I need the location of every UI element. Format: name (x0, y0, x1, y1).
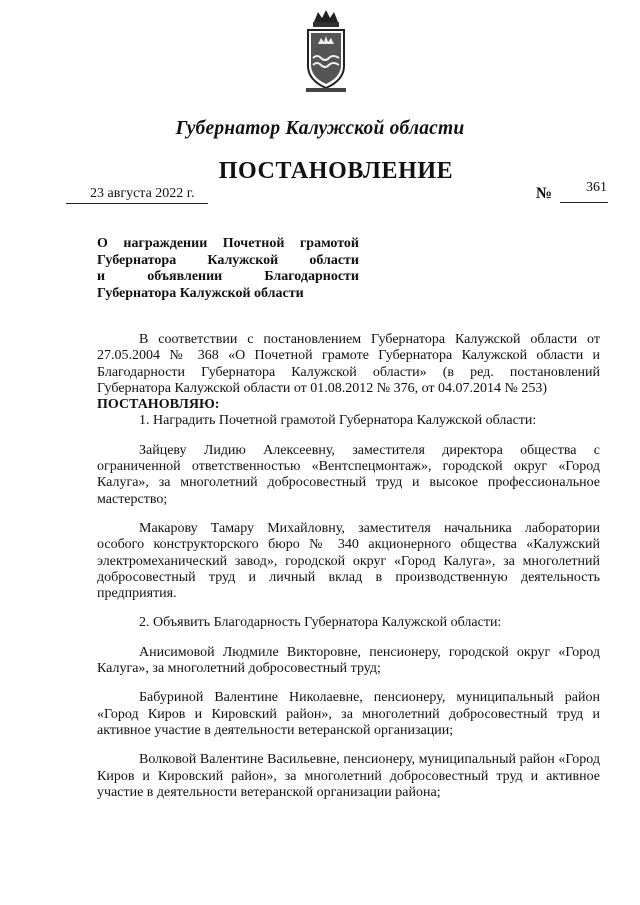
award-entry: Зайцеву Лидию Алексеевну, заместителя директора общества с ограниченной ответственностью «Вентспецмонтаж», городской округ «Город Калуга», за многолетний добросовестный труд и высокое профессиональное мастерство; (97, 442, 600, 507)
document-date: 23 августа 2022 г. (66, 186, 208, 204)
gratitude-entry: Анисимовой Людмиле Викторовне, пенсионеру, городской округ «Город Калуга», за многолетний добросовестный труд; (97, 644, 600, 677)
subject-line: Губернатора Калужской области (97, 252, 359, 268)
subject-line: Губернатора Калужской области (97, 285, 304, 301)
document-number: 361 (586, 180, 607, 195)
resolve-heading: ПОСТАНОВЛЯЮ: (97, 397, 220, 413)
subject-line: О награждении Почетной грамотой (97, 236, 359, 251)
number-label: № (536, 185, 553, 202)
document-body (97, 332, 600, 801)
subject-line: и объявлении Благодарности (97, 269, 359, 284)
document-type-title: ПОСТАНОВЛЕНИЕ (218, 158, 454, 184)
number-underline (560, 202, 608, 203)
item2-heading: 2. Объявить Благодарность Губернатора Калужской области: (139, 615, 502, 631)
preamble-paragraph: В соответствии с постановлением Губернатора Калужской области от 27.05.2004 № 368 «О Почетной грамоте Губернатора Калужской области и Благодарности Губернатора Калужской области» (в ред. постановлений Губернатора Калужской области от 01.08.2012 № 376, от 04.07.2014 № 253) (97, 332, 600, 396)
governor-title: Губернатор Калужской области (175, 118, 465, 139)
coat-of-arms-icon (296, 8, 356, 96)
gratitude-entry: Волковой Валентине Васильевне, пенсионеру, муниципальный район «Город Киров и Кировский район», за многолетний добросовестный труд и активное участие в деятельности ветеранской организации района; (97, 752, 600, 800)
item1-heading: 1. Наградить Почетной грамотой Губернатора Калужской области: (139, 413, 537, 429)
award-entry: Макарову Тамару Михайловну, заместителя начальника лаборатории особого конструкторского бюро № 340 акционерного общества «Калужский электромеханический завод», городской округ «Город Калуга», за многолетний добросовестный труд и личный вклад в производственную деятельность предприятия. (97, 520, 600, 602)
document-subject (97, 236, 359, 302)
gratitude-entry: Бабуриной Валентине Николаевне, пенсионеру, муниципальный район «Город Киров и Кировский район», за многолетний добросовестный труд и активное участие в деятельности ветеранской организации; (97, 690, 600, 738)
